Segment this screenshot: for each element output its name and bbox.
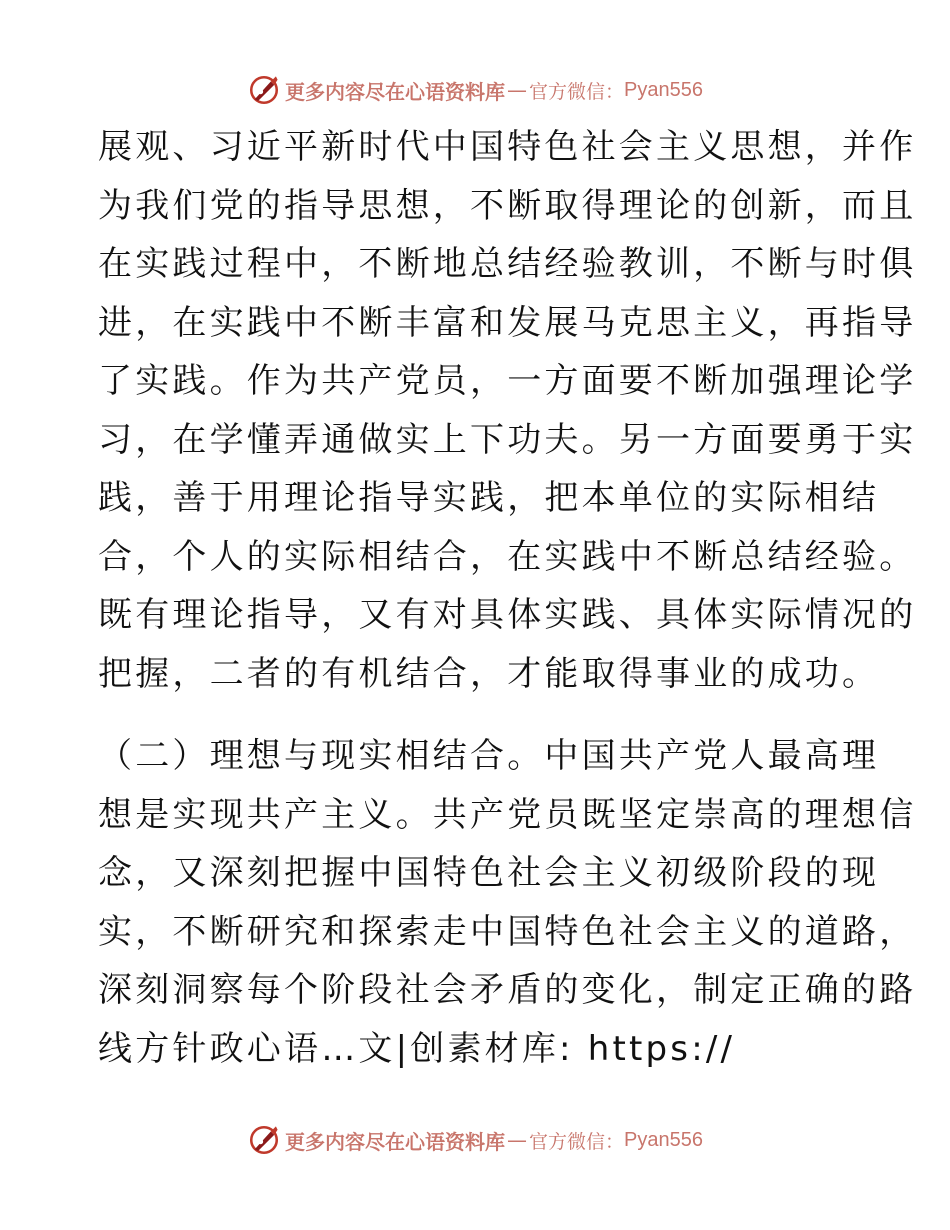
text-line: 把握，二者的有机结合，才能取得事业的成功。 bbox=[98, 653, 880, 694]
paragraph-gap bbox=[98, 703, 858, 727]
text-line: 念，又深刻把握中国特色社会主义初级阶段的现 bbox=[98, 853, 880, 893]
paragraph-2 bbox=[98, 727, 917, 1078]
text-line: 合，个人的实际相结合，在实践中不断总结经验。 bbox=[98, 536, 917, 577]
banner-wechat-id: Pyan556 bbox=[624, 1128, 703, 1151]
quill-logo-icon bbox=[247, 1123, 281, 1157]
footer-banner bbox=[0, 1120, 950, 1160]
header-banner bbox=[0, 70, 950, 110]
text-line: 实，不断研究和探索走中国特色社会主义的道路， bbox=[98, 911, 917, 952]
text-line: （二）理想与现实相结合。中国共产党人最高理 bbox=[98, 736, 880, 776]
text-line: 进，在实践中不断丰富和发展马克思主义，再指导 bbox=[98, 302, 917, 343]
banner-wechat-id: Pyan556 bbox=[624, 78, 703, 101]
text-line: 想是实现共产主义。共产党员既坚定崇高的理想信 bbox=[98, 794, 917, 835]
banner-dash: — bbox=[507, 78, 527, 102]
text-line: 了实践。作为共产党员，一方面要不断加强理论学 bbox=[98, 361, 917, 401]
banner-wechat-label: 官方微信： bbox=[529, 80, 625, 103]
text-line: 深刻洞察每个阶段社会矛盾的变化，制定正确的路 bbox=[98, 970, 917, 1010]
text-line: 既有理论指导，又有对具体实践、具体实际情况的 bbox=[98, 595, 917, 635]
banner-wechat-label: 官方微信： bbox=[529, 1130, 625, 1153]
text-line: 为我们党的指导思想，不断取得理论的创新，而且 bbox=[98, 185, 917, 226]
quill-logo-icon bbox=[247, 73, 281, 107]
document-body bbox=[98, 118, 917, 1078]
banner-brand-text: 更多内容尽在心语资料库 bbox=[285, 79, 505, 104]
text-line: 展观、习近平新时代中国特色社会主义思想，并作 bbox=[98, 127, 917, 167]
banner-brand-text: 更多内容尽在心语资料库 bbox=[285, 1129, 505, 1154]
text-line: 践，善于用理论指导实践，把本单位的实际相结 bbox=[98, 478, 880, 518]
text-line: 线方针政心语…文|创素材库: https:// bbox=[98, 1028, 736, 1069]
paragraph-1 bbox=[98, 118, 917, 703]
text-line: 在实践过程中，不断地总结经验教训，不断与时俱 bbox=[98, 244, 917, 284]
banner-dash: — bbox=[507, 1128, 527, 1152]
text-line: 习，在学懂弄通做实上下功夫。另一方面要勇于实 bbox=[98, 419, 917, 460]
